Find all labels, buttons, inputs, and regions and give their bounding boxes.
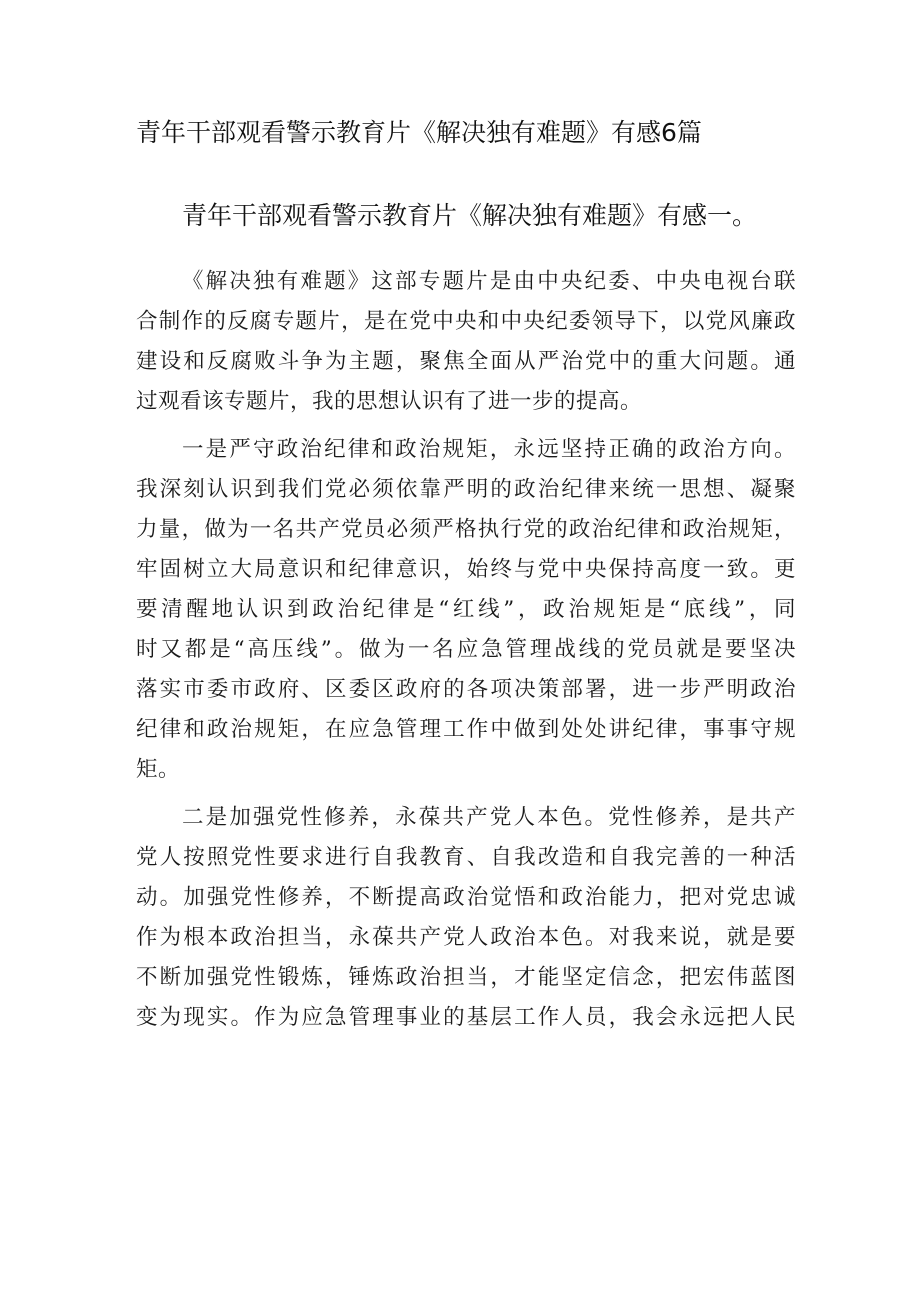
text-line: 建设和反腐败斗争为主题，聚焦全面从严治党中的重大问题。通 (136, 349, 796, 374)
paragraph-intro (136, 262, 796, 422)
text-line: 《解决独有难题》这部专题片是由中央纪委、中央电视台联 (182, 269, 796, 294)
text-line: 党人按照党性要求进行自我教育、自我改造和自我完善的一种活 (136, 845, 796, 870)
text-line: 不断加强党性锻炼，锤炼政治担当，才能坚定信念，把宏伟蓝图 (136, 965, 796, 990)
text-line: 动。加强党性修养，不断提高政治觉悟和政治能力，把对党忠诚 (136, 885, 796, 910)
text-line: 一是严守政治纪律和政治规矩，永远坚持正确的政治方向。 (182, 437, 796, 462)
text-line: 时又都是“高压线”。做为一名应急管理战线的党员就是要坚决 (136, 637, 796, 662)
text-line: 要清醒地认识到政治纪律是“红线”，政治规矩是“底线”，同 (136, 597, 796, 622)
text-line: 纪律和政治规矩，在应急管理工作中做到处处讲纪律，事事守规 (136, 717, 796, 742)
document-body (136, 262, 796, 1038)
paragraph-point-two (136, 798, 796, 1038)
text-line: 二是加强党性修养，永葆共产党人本色。党性修养，是共产 (182, 805, 796, 830)
text-line: 过观看该专题片，我的思想认识有了进一步的提高。 (136, 389, 643, 414)
text-line: 我深刻认识到我们党必须依靠严明的政治纪律来统一思想、凝聚 (136, 477, 796, 502)
text-line: 合制作的反腐专题片，是在党中央和中央纪委领导下，以党风廉政 (136, 309, 796, 334)
text-line: 作为根本政治担当，永葆共产党人政治本色。对我来说，就是要 (136, 925, 796, 950)
section-heading: 青年干部观看警示教育片《解决独有难题》有感一。 (182, 201, 758, 230)
text-line: 力量，做为一名共产党员必须严格执行党的政治纪律和政治规矩， (136, 517, 796, 542)
document-title: 青年干部观看警示教育片《解决独有难题》有感6篇 (136, 118, 702, 147)
text-line: 牢固树立大局意识和纪律意识，始终与党中央保持高度一致。更 (136, 557, 796, 582)
paragraph-point-one (136, 430, 796, 790)
text-line: 矩。 (136, 757, 181, 782)
text-line: 落实市委市政府、区委区政府的各项决策部署，进一步严明政治 (136, 677, 796, 702)
text-line: 变为现实。作为应急管理事业的基层工作人员，我会永远把人民 (136, 1005, 796, 1030)
